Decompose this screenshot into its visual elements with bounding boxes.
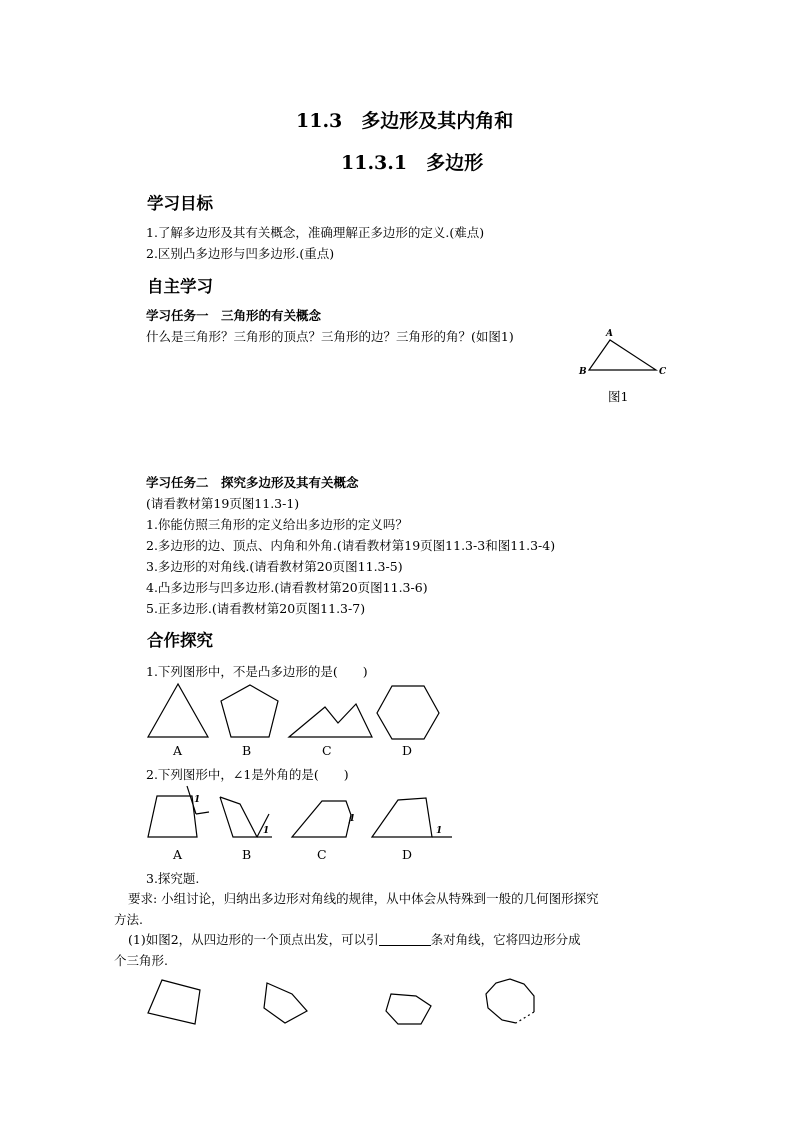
q2-fig-a-shape bbox=[148, 796, 197, 837]
q3-requirement-line2: 方法. bbox=[114, 912, 143, 927]
objective-item-1: 1.了解多边形及其有关概念，准确理解正多边形的定义.(难点) bbox=[146, 225, 485, 240]
page-subtitle: 11.3.1 多边形 bbox=[341, 152, 484, 174]
task2-item-2: 1.你能仿照三角形的定义给出多边形的定义吗？ bbox=[146, 517, 408, 532]
q1-option-b: B bbox=[242, 743, 252, 758]
vertex-label-a: A bbox=[606, 329, 613, 339]
figure2-polygons bbox=[140, 975, 550, 1035]
heading-cooperative: 合作探究 bbox=[147, 631, 213, 650]
q1-option-c: C bbox=[322, 743, 332, 758]
q2-option-a: A bbox=[173, 847, 183, 862]
q2-option-b: B bbox=[242, 847, 252, 862]
hexagon bbox=[386, 994, 431, 1024]
figure1-caption: 图1 bbox=[608, 389, 629, 404]
objective-item-2: 2.区别凸多边形与凹多边形.(重点) bbox=[146, 246, 335, 261]
q2-angle-label-a: 1 bbox=[194, 795, 201, 805]
q2-fig-b-shape bbox=[220, 797, 257, 837]
q1-pentagon bbox=[221, 685, 278, 737]
task2-item-3: 2.多边形的边、顶点、内角和外角.(请看教材第19页图11.3-3和图11.3-4) bbox=[146, 538, 556, 553]
q1-option-a: A bbox=[173, 743, 183, 758]
heading-self-study: 自主学习 bbox=[147, 277, 213, 296]
task2-item-6: 5.正多边形.(请看教材第20页图11.3-7) bbox=[146, 601, 366, 616]
q3-requirement-line1: 要求: 小组讨论，归纳出多边形对角线的规律，从中体会从特殊到一般的几何图形探究 bbox=[128, 891, 599, 906]
q1-triangle bbox=[148, 684, 208, 737]
q3-sub1-after: 条对角线，它将四边形分成 bbox=[430, 932, 581, 947]
q1-option-d: D bbox=[402, 743, 413, 758]
page-title: 11.3 多边形及其内角和 bbox=[296, 110, 514, 132]
q2-angle-label-c: 1 bbox=[349, 814, 356, 824]
quadrilateral bbox=[148, 980, 200, 1024]
q2-fig-d-shape bbox=[372, 798, 432, 837]
q2-fig-c-shape bbox=[292, 801, 351, 837]
heading-objectives: 学习目标 bbox=[147, 194, 213, 213]
q3-sub1-line1 bbox=[128, 930, 581, 948]
task2-title: 学习任务二 探究多边形及其有关概念 bbox=[146, 475, 359, 490]
q2-option-d: D bbox=[402, 847, 413, 862]
q2-angle-label-b: 1 bbox=[263, 826, 270, 836]
answer-blank[interactable] bbox=[379, 932, 431, 946]
vertex-label-c: C bbox=[659, 367, 667, 377]
task1-title: 学习任务一 三角形的有关概念 bbox=[146, 308, 322, 323]
q2-figures bbox=[140, 788, 460, 843]
q2-angle-label-d: 1 bbox=[436, 826, 443, 836]
pentagon bbox=[264, 983, 307, 1023]
q1-concave-shape bbox=[289, 704, 372, 737]
vertex-label-b: B bbox=[579, 367, 587, 377]
task2-item-1: (请看教材第19页图11.3-1) bbox=[146, 496, 300, 511]
q1-figures bbox=[140, 680, 460, 745]
q3-sub1-line2: 个三角形. bbox=[114, 953, 168, 968]
octagon bbox=[486, 979, 534, 1023]
q2-text: 2.下列图形中，∠1是外角的是( ) bbox=[146, 767, 349, 782]
q1-hexagon bbox=[377, 686, 439, 739]
task1-question: 什么是三角形？三角形的顶点？三角形的边？三角形的角？(如图1) bbox=[146, 329, 514, 344]
task2-item-4: 3.多边形的对角线.(请看教材第20页图11.3-5) bbox=[146, 559, 403, 574]
figure1-triangle bbox=[575, 326, 675, 386]
q3-text: 3.探究题. bbox=[146, 871, 200, 886]
q1-text: 1.下列图形中，不是凸多边形的是( ) bbox=[146, 664, 368, 679]
q2-option-c: C bbox=[317, 847, 327, 862]
task2-item-5: 4.凸多边形与凹多边形.(请看教材第20页图11.3-6) bbox=[146, 580, 428, 595]
q3-sub1-before: (1)如图2，从四边形的一个顶点出发，可以引 bbox=[128, 932, 379, 947]
